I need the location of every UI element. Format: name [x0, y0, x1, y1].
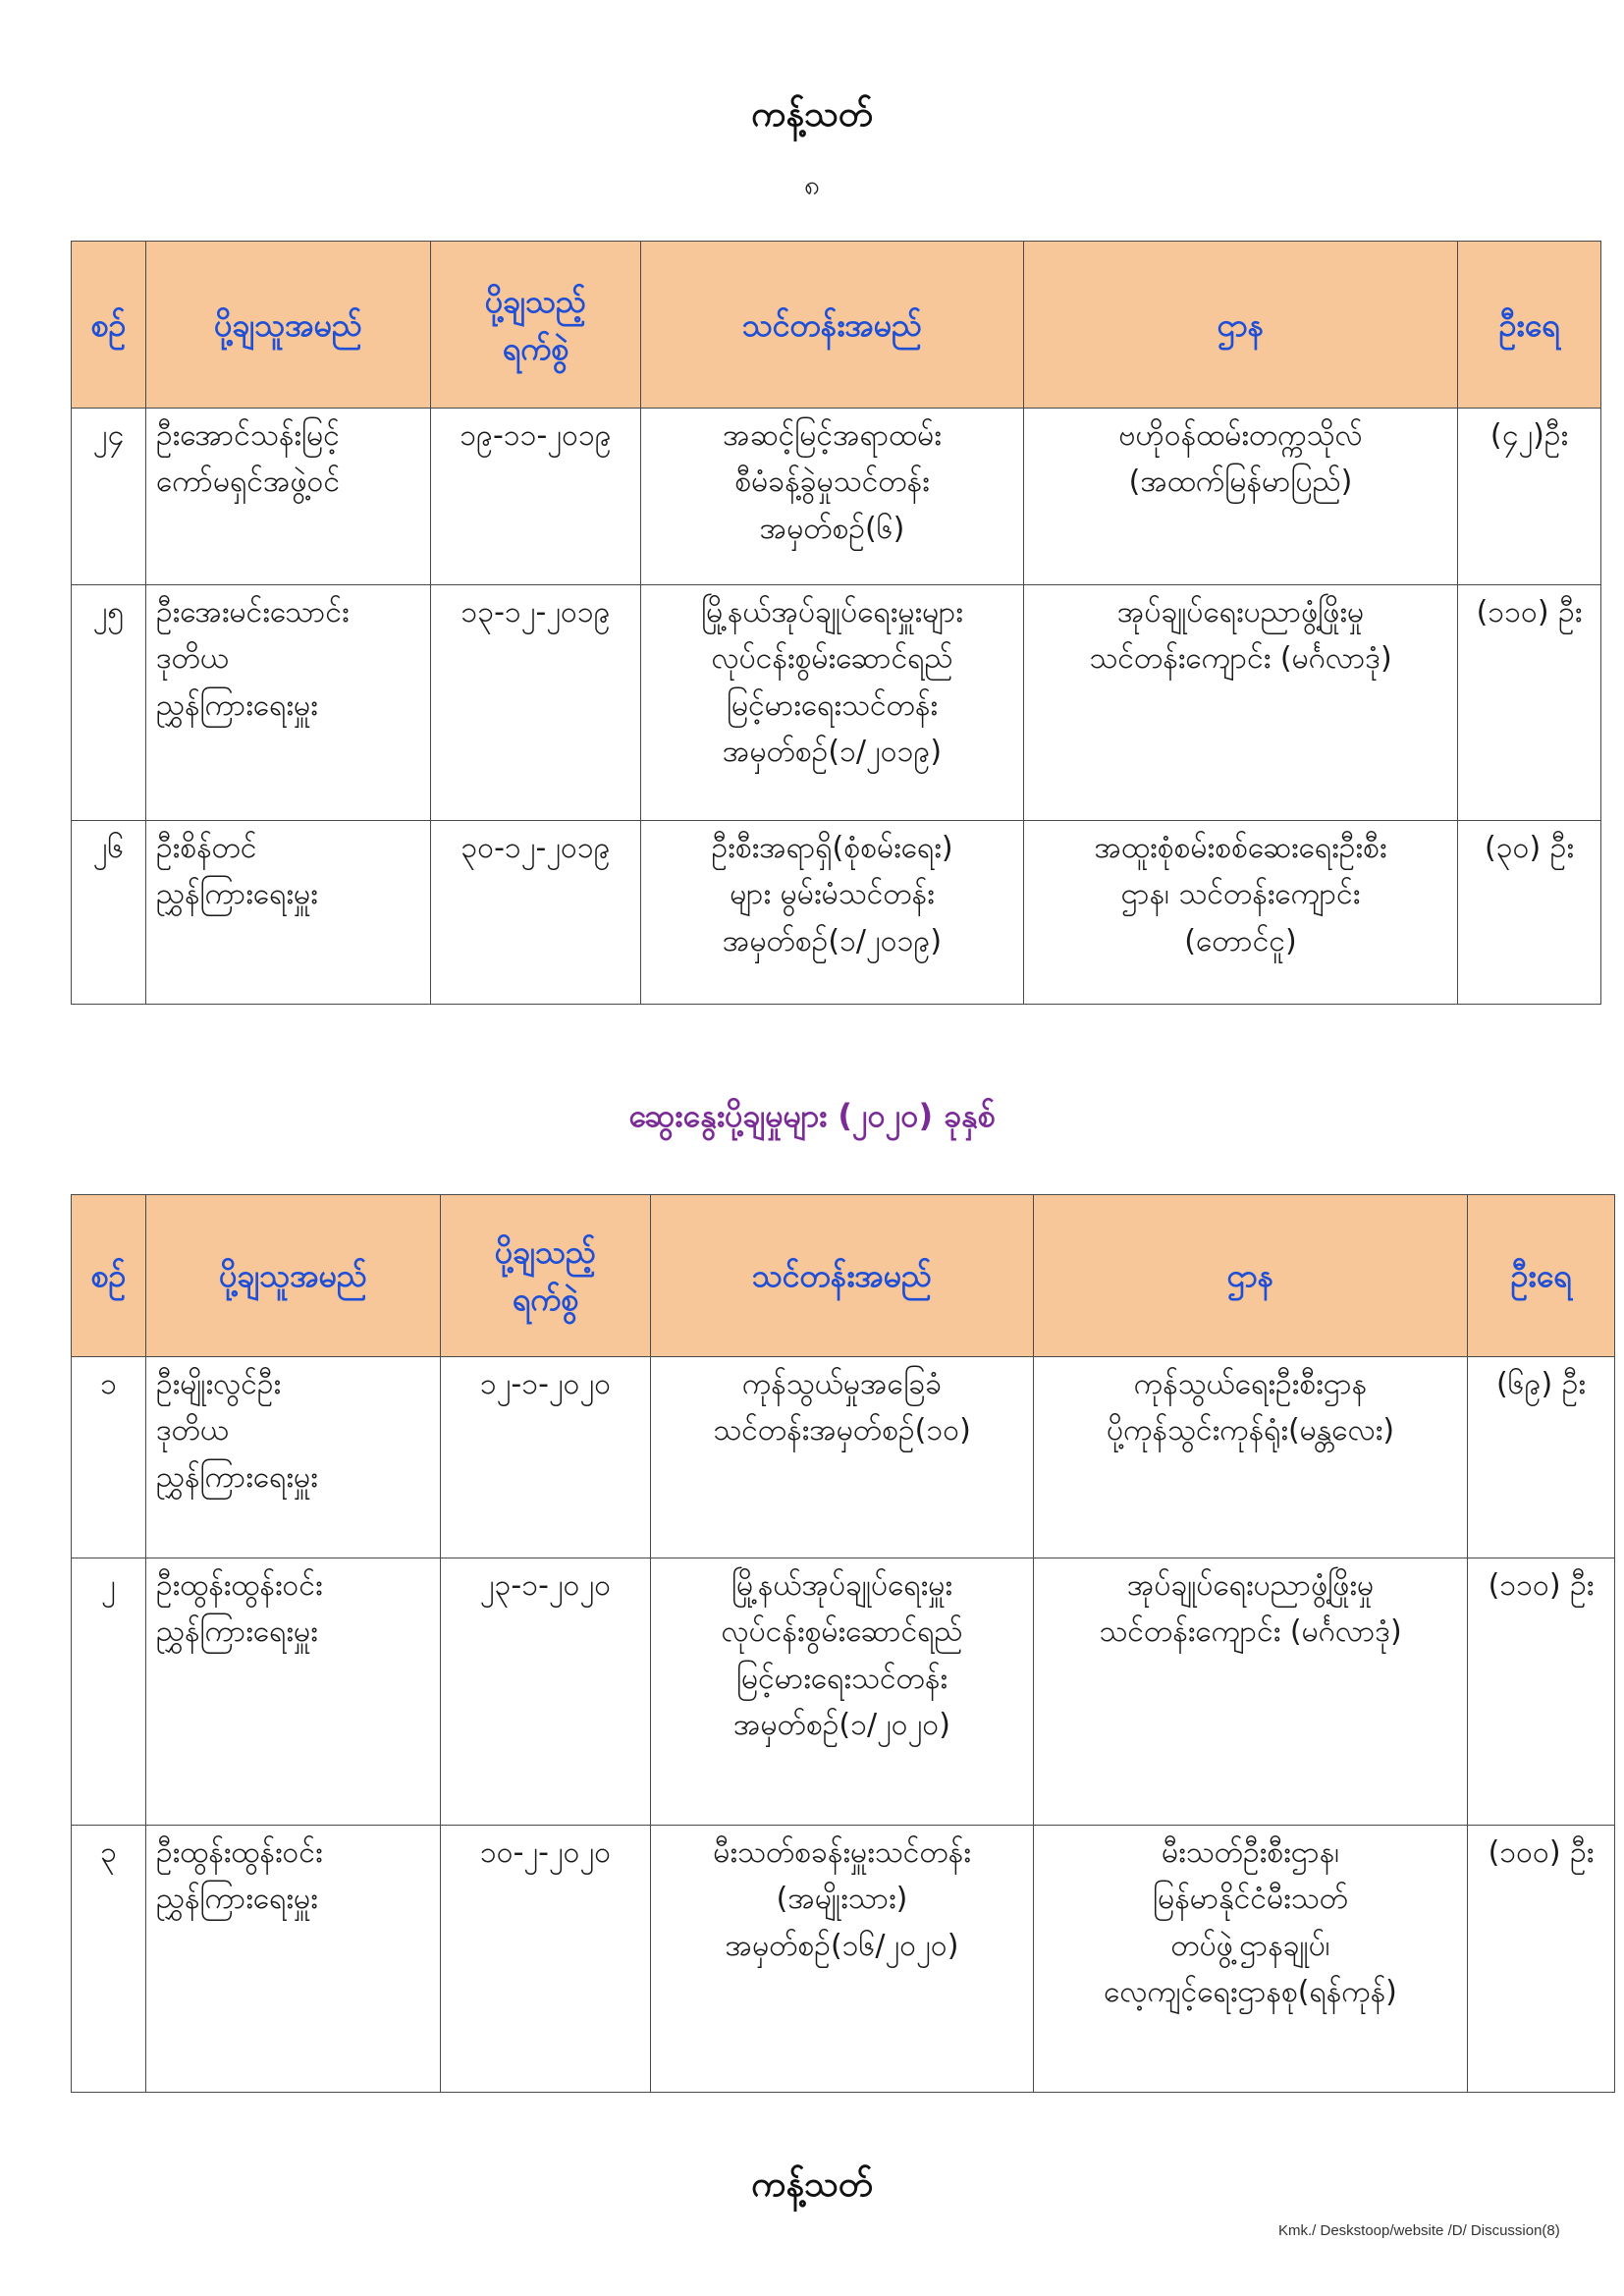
- cell-count: (၆၉) ဦး: [1468, 1357, 1615, 1558]
- header-count: ဦးရေ: [1458, 242, 1601, 409]
- page-title-top: ကန့်သတ်: [751, 94, 873, 135]
- header-lecturer: ပို့ချသူအမည်: [146, 1195, 441, 1357]
- cell-line: လုပ်ငန်းစွမ်းဆောင်ရည်: [721, 1614, 963, 1650]
- cell-name: [146, 409, 431, 585]
- table-row: [72, 821, 1601, 1005]
- cell-line: ညွှန်ကြားရေးမှူး: [156, 1882, 318, 1917]
- cell-line: များ မွမ်းမံသင်တန်း: [730, 877, 935, 912]
- cell-line: ဒုတိယ: [156, 641, 229, 677]
- cell-course: [641, 409, 1024, 585]
- cell-name: [146, 1826, 441, 2093]
- header-date: [431, 242, 641, 409]
- cell-line: မြင့်မားရေးသင်တန်း: [735, 1661, 948, 1696]
- cell-line: လေ့ကျင့်ရေးဌာနစု(ရန်ကုန်): [1104, 1975, 1397, 2010]
- cell-line: (အထက်မြန်မာပြည်): [1128, 465, 1353, 500]
- table-header-row: [72, 242, 1601, 409]
- cell-line: တပ်ဖွဲ့ဌာနချုပ်၊: [1170, 1928, 1330, 1963]
- cell-line: အဆင့်မြင့်အရာထမ်း: [723, 418, 942, 453]
- cell-course: [641, 585, 1024, 821]
- cell-name: [146, 585, 431, 821]
- cell-no: ၂၄: [72, 409, 146, 585]
- cell-line: ကုန်သွယ်မှုအခြေခံ: [741, 1367, 943, 1401]
- cell-line: အုပ်ချုပ်ရေးပညာဖွံ့ဖြိုးမှု: [1116, 595, 1365, 629]
- header-department: ဌာန: [1034, 1195, 1468, 1357]
- cell-count: (၁၁၀) ဦး: [1458, 585, 1601, 821]
- cell-course: [651, 1357, 1034, 1558]
- header-date-line: ရက်စွဲ: [502, 329, 569, 367]
- page-number: ၈: [804, 169, 820, 201]
- cell-no: ၂၅: [72, 585, 146, 821]
- table-row: [72, 1357, 1615, 1558]
- table-row: [72, 585, 1601, 821]
- cell-line: စီမံခန့်ခွဲမှုသင်တန်း: [734, 465, 930, 500]
- cell-line: ညွှန်ကြားရေးမှူး: [156, 1459, 318, 1495]
- header-department: ဌာန: [1024, 242, 1458, 409]
- cell-line: ပို့ကုန်သွင်းကုန်ရုံး(မန္တလေး): [1106, 1413, 1395, 1449]
- cell-line: သင်တန်းအမှတ်စဉ်(၁၀): [713, 1413, 971, 1449]
- cell-count: (၁၁၀) ဦး: [1468, 1558, 1615, 1826]
- lecture-table-2020: [71, 1194, 1615, 2093]
- footer-file-path: Kmk./ Deskstoop/website /D/ Discussion(8): [1278, 2222, 1560, 2239]
- cell-line: သင်တန်းကျောင်း (မင်္ဂလာဒုံ): [1099, 1614, 1402, 1650]
- cell-line: မီးသတ်စခန်းမှူးသင်တန်း: [713, 1835, 971, 1870]
- page-title-bottom: ကန့်သတ်: [751, 2164, 873, 2205]
- header-date-line: ပို့ချသည့်: [494, 1233, 597, 1271]
- cell-count: (၃၀) ဦး: [1458, 821, 1601, 1005]
- cell-department: [1034, 1826, 1468, 2093]
- header-no: စဉ်: [72, 1195, 146, 1357]
- cell-name: [146, 821, 431, 1005]
- cell-line: ဦးအေးမင်းသောင်း: [156, 595, 350, 629]
- cell-line: ဦးထွန်းထွန်းဝင်း: [156, 1835, 323, 1870]
- cell-line: သင်တန်းကျောင်း (မင်္ဂလာဒုံ): [1089, 641, 1392, 677]
- table-header-row: [72, 1195, 1615, 1357]
- cell-line: အမှတ်စဉ်(၆): [759, 511, 905, 546]
- cell-line: ဦးစီးအရာရှိ(စုံစမ်းရေး): [711, 831, 953, 865]
- cell-date: ၁၂-၁-၂၀၂၀: [441, 1357, 651, 1558]
- cell-no: ၃: [72, 1826, 146, 2093]
- cell-line: ဒုတိယ: [156, 1413, 229, 1449]
- cell-line: အမှတ်စဉ်(၁/၂၀၁၉): [722, 923, 943, 958]
- header-no: စဉ်: [72, 242, 146, 409]
- section-heading-2020: ဆွေးနွေးပို့ချမှုများ (၂၀၂၀) ခုနှစ်: [628, 1097, 996, 1134]
- cell-name: [146, 1558, 441, 1826]
- cell-line: ဦးမျိုးလွင်ဦး: [156, 1367, 282, 1401]
- table-row: [72, 1558, 1615, 1826]
- cell-line: လုပ်ငန်းစွမ်းဆောင်ရည်: [711, 641, 953, 677]
- cell-line: ဦးထွန်းထွန်းဝင်း: [156, 1568, 323, 1603]
- header-date-line: ရက်စွဲ: [512, 1281, 579, 1318]
- cell-line: မီးသတ်ဦးစီးဌာန၊: [1162, 1835, 1339, 1870]
- table-row: [72, 1826, 1615, 2093]
- cell-no: ၂၆: [72, 821, 146, 1005]
- cell-line: ဦးအောင်သန်းမြင့်: [156, 418, 340, 453]
- cell-line: ဦးစိန်တင်: [156, 831, 257, 865]
- cell-line: ညွှန်ကြားရေးမှူး: [156, 1614, 318, 1650]
- header-lecturer: ပို့ချသူအမည်: [146, 242, 431, 409]
- cell-line: (အမျိုးသား): [776, 1882, 908, 1917]
- cell-count: (၁၀၀) ဦး: [1468, 1826, 1615, 2093]
- cell-line: အမှတ်စဉ်(၁၆/၂၀၂၀): [725, 1928, 959, 1963]
- cell-name: [146, 1357, 441, 1558]
- cell-line: ဌာန၊ သင်တန်းကျောင်း: [1120, 877, 1361, 912]
- cell-course: [651, 1558, 1034, 1826]
- cell-no: ၁: [72, 1357, 146, 1558]
- cell-line: ညွှန်ကြားရေးမှူး: [156, 687, 318, 723]
- cell-course: [641, 821, 1024, 1005]
- cell-line: အထူးစုံစမ်းစစ်ဆေးရေးဦးစီး: [1094, 831, 1387, 865]
- cell-no: ၂: [72, 1558, 146, 1826]
- cell-course: [651, 1826, 1034, 2093]
- cell-line: ညွှန်ကြားရေးမှူး: [156, 877, 318, 912]
- cell-date: ၃၀-၁၂-၂၀၁၉: [431, 821, 641, 1005]
- header-date: [441, 1195, 651, 1357]
- lecture-table-2019: [71, 241, 1601, 1005]
- cell-department: [1024, 585, 1458, 821]
- cell-line: အမှတ်စဉ်(၁/၂၀၁၉): [722, 735, 943, 770]
- table-row: [72, 409, 1601, 585]
- cell-count: (၄၂)ဦး: [1458, 409, 1601, 585]
- cell-line: မြို့နယ်အုပ်ချုပ်ရေးမှူး: [731, 1568, 953, 1603]
- cell-department: [1024, 409, 1458, 585]
- cell-date: ၁၀-၂-၂၀၂၀: [441, 1826, 651, 2093]
- cell-line: ကုန်သွယ်ရေးဦးစီးဌာန: [1133, 1367, 1368, 1401]
- cell-department: [1024, 821, 1458, 1005]
- cell-date: ၁၉-၁၁-၂၀၁၉: [431, 409, 641, 585]
- cell-line: အုပ်ချုပ်ရေးပညာဖွံ့ဖြိုးမှု: [1126, 1568, 1375, 1603]
- cell-date: ၂၃-၁-၂၀၂၀: [441, 1558, 651, 1826]
- cell-line: အမှတ်စဉ်(၁/၂၀၂၀): [732, 1708, 950, 1743]
- header-course: သင်တန်းအမည်: [641, 242, 1024, 409]
- cell-department: [1034, 1558, 1468, 1826]
- cell-line: မြန်မာနိုင်ငံမီးသတ်: [1153, 1882, 1348, 1917]
- header-date-line: ပို့ချသည့်: [484, 282, 587, 320]
- cell-line: မြို့နယ်အုပ်ချုပ်ရေးမှူးများ: [701, 595, 963, 629]
- cell-line: ကော်မရှင်အဖွဲ့ဝင်: [156, 465, 341, 500]
- cell-line: မြင့်မားရေးသင်တန်း: [726, 687, 939, 723]
- cell-date: ၁၃-၁၂-၂၀၁၉: [431, 585, 641, 821]
- header-course: သင်တန်းအမည်: [651, 1195, 1034, 1357]
- header-count: ဦးရေ: [1468, 1195, 1615, 1357]
- cell-line: ဗဟိုဝန်ထမ်းတက္ကသိုလ်: [1118, 418, 1363, 453]
- cell-department: [1034, 1357, 1468, 1558]
- cell-line: (တောင်ငူ): [1184, 923, 1297, 958]
